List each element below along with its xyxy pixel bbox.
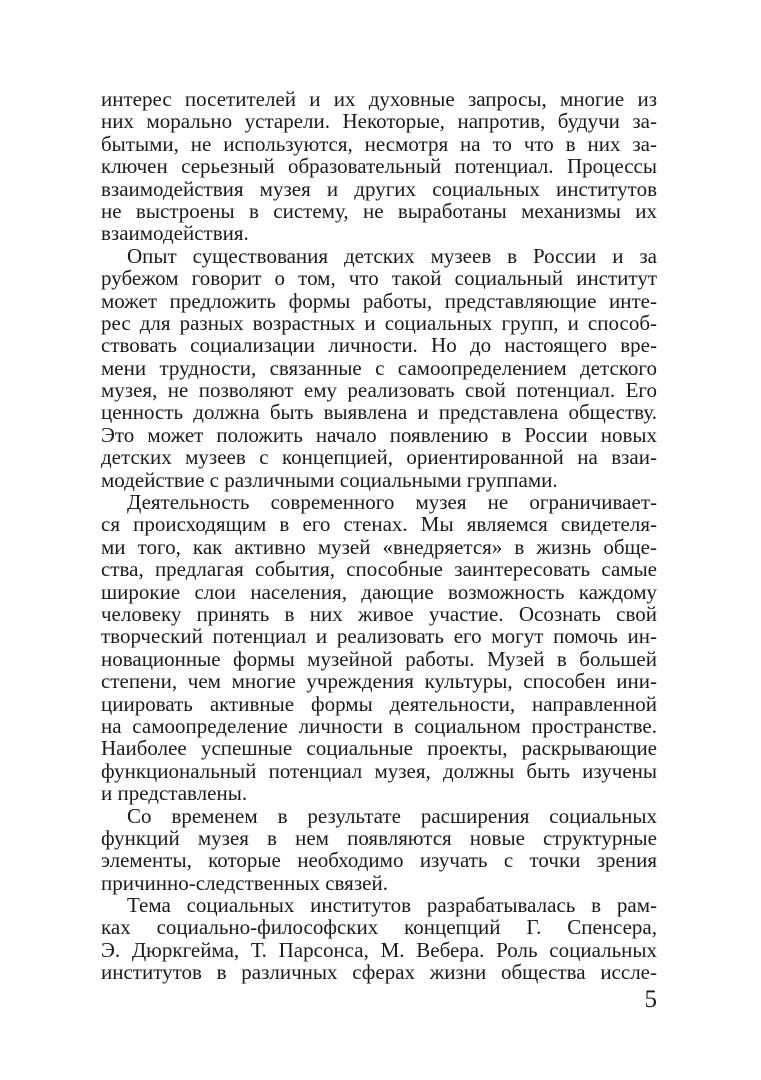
text-line: Деятельность современного музея не ограничивает-	[127, 490, 657, 515]
text-line: Э. Дюркгейма, Т. Парсонса, М. Вебера. Роль социальных	[101, 937, 657, 962]
text-line: новационные формы музейной работы. Музей в большей	[101, 646, 657, 671]
text-line: широкие слои населения, дающие возможность каждому	[101, 579, 657, 604]
text-line: ства, предлагая события, способные заинтересовать самые	[101, 557, 657, 582]
text-line: элементы, которые необходимо изучать с точки зрения	[101, 848, 657, 873]
text-line: Со временем в результате расширения социальных	[127, 803, 657, 828]
paragraph-2	[101, 245, 657, 491]
text-line: ми того, как активно музей «внедряется» в жизнь обще-	[101, 534, 657, 559]
text-line: ценность должна быть выявлена и представлена обществу.	[101, 400, 657, 425]
text-line: ключен серьезный образовательный потенциал. Процессы	[101, 154, 657, 179]
text-line: Это может положить начало появлению в России новых	[101, 422, 657, 447]
text-line: ках социально-философских концепций Г. Спенсера,	[101, 915, 657, 940]
text-line: циировать активные формы деятельности, направленной	[101, 691, 657, 716]
text-line: рубежом говорит о том, что такой социальный институт	[101, 266, 657, 291]
text-line: Наиболее успешные социальные проекты, раскрывающие	[101, 736, 657, 761]
text-line: рес для разных возрастных и социальных групп, и способ-	[101, 310, 657, 335]
text-line: и представлены.	[101, 781, 248, 806]
text-line: не выстроены в систему, не выработаны механизмы их	[101, 198, 657, 223]
text-line: Опыт существования детских музеев в России и за	[127, 243, 657, 268]
text-line: ся происходящим в его стенах. Мы являемся свидетеля-	[101, 512, 657, 537]
text-line: ствовать социализации личности. Но до настоящего вре-	[101, 333, 657, 358]
text-line: на самоопределение личности в социальном пространстве.	[101, 713, 657, 738]
text-line: взаимодействия.	[101, 221, 249, 246]
text-line: взаимодействия музея и других социальных институтов	[101, 176, 657, 201]
text-line: степени, чем многие учреждения культуры, способен ини-	[101, 669, 657, 694]
text-line: модействие с различными социальными группами.	[101, 467, 558, 492]
page-number: 5	[644, 986, 657, 1013]
paragraph-3	[101, 491, 657, 804]
text-line: детских музеев с концепцией, ориентированной на взаи-	[101, 445, 657, 470]
text-line: может предложить формы работы, представляющие инте-	[101, 288, 657, 313]
paragraph-5	[101, 894, 657, 984]
text-line: человеку принять в них живое участие. Осознать свой	[101, 601, 657, 626]
text-line: них морально устарели. Некоторые, напротив, будучи за-	[101, 109, 657, 134]
text-line: интерес посетителей и их духовные запросы, многие из	[101, 87, 657, 111]
text-line: мени трудности, связанные с самоопределением детского	[101, 355, 657, 380]
text-line: Тема социальных институтов разрабатывалась в рам-	[127, 893, 657, 918]
body-text	[101, 88, 657, 984]
text-line: причинно-следственных связей.	[101, 870, 388, 895]
text-line: музея, не позволяют ему реализовать свой потенциал. Его	[101, 378, 657, 403]
text-line: институтов в различных сферах жизни общества иссле-	[101, 960, 657, 985]
paragraph-1	[101, 88, 657, 245]
paragraph-4	[101, 805, 657, 895]
text-line: функциональный потенциал музея, должны быть изучены	[101, 758, 657, 783]
text-line: бытыми, не используются, несмотря на то что в них за-	[101, 131, 657, 156]
text-line: функций музея в нем появляются новые структурные	[101, 825, 657, 850]
text-line: творческий потенциал и реализовать его могут помочь ин-	[101, 624, 657, 649]
